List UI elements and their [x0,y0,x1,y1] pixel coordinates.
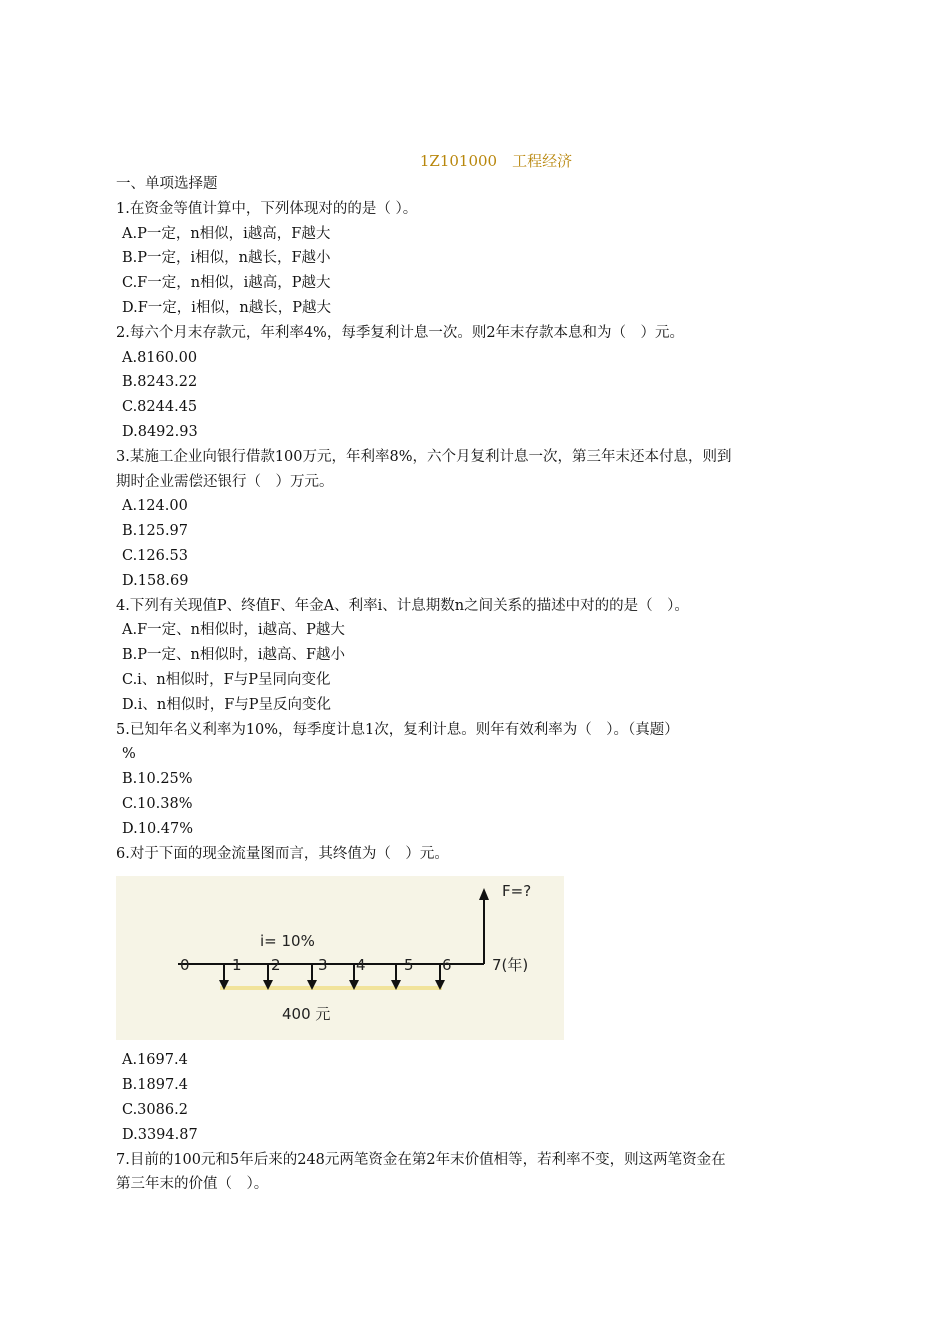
question-2-option-c: C.8244.45 [122,399,198,416]
question-4-option-b: B.P一定、n相似时，i越高、F越小 [122,647,346,664]
question-5-option-b: B.10.25% [122,771,193,788]
question-6-option-a: A.1697.4 [122,1052,188,1069]
question-1-option-d: D.F一定，i相似，n越长，P越大 [122,299,332,316]
future-value-arrow [479,888,489,964]
interest-rate-label: i= 10% [260,932,315,951]
question-4-stem: 4.下列有关现值P、终值F、年金A、利率i、计息期数n之间关系的描述中对的的是（ ）。 [116,597,689,614]
annuity-amount-label: 400 元 [282,1005,331,1024]
question-3-option-b: B.125.97 [122,523,189,540]
question-3-option-d: D.158.69 [122,572,189,589]
question-6-option-d: D.3394.87 [122,1126,198,1143]
question-4-option-c: C.i、n相似时，F与P呈同向变化 [122,671,331,688]
question-1-option-b: B.P一定，i相似，n越长，F越小 [122,250,331,267]
question-6-option-c: C.3086.2 [122,1101,188,1118]
question-5-option-d: D.10.47% [122,820,194,837]
question-7-stem-line-2: 第三年末的价值（ ）。 [116,1176,269,1193]
question-2-option-a: A.8160.00 [122,349,198,366]
period-label-5: 5 [404,956,414,975]
question-4-option-d: D.i、n相似时，F与P呈反向变化 [122,696,332,713]
cash-flow-svg [116,876,564,1040]
question-4-option-a: A.F一定、n相似时，i越高、P越大 [122,622,345,639]
future-value-label: F=? [502,882,532,901]
question-6-option-b: B.1897.4 [122,1077,189,1094]
question-6-stem: 6.对于下面的现金流量图而言，其终值为（ ）元。 [116,845,449,862]
question-7-stem-line-1: 7.目前的100元和5年后来的248元两笔资金在第2年末价值相等，若利率不变，则这两笔资金在 [116,1151,726,1168]
question-3-stem-line-1: 3.某施工企业向银行借款100万元，年利率8%，六个月复利计息一次，第三年末还本付息，则到 [116,448,732,465]
end-period-label: 7(年) [492,956,529,975]
period-label-2: 2 [271,956,281,975]
question-5-option-c: C.10.38% [122,795,193,812]
period-label-0: 0 [180,956,190,975]
question-3-stem-line-2: 期时企业需偿还银行（ ）万元。 [116,473,334,490]
question-1-option-a: A.P一定，n相似，i越高，F越大 [122,225,331,242]
question-2-option-d: D.8492.93 [122,423,198,440]
question-5-stem: 5.已知年名义利率为10%，每季度计息1次，复利计息。则年有效利率为（ ）。（真题） [116,721,679,738]
question-1-stem: 1.在资金等值计算中，下列体现对的的是（ ）。 [116,200,418,217]
question-3-option-a: A.124.00 [122,498,188,515]
question-2-stem: 2.每六个月末存款元，年利率4%，每季复利计息一次。则2年末存款本息和为（ ）元。 [116,324,685,341]
question-5-option-a: % [122,746,136,763]
question-1-option-c: C.F一定，n相似，i越高，P越大 [122,275,331,292]
question-2-option-b: B.8243.22 [122,374,198,391]
page-title: 1Z101000 工程经济 [419,152,573,170]
period-label-3: 3 [318,956,328,975]
cash-flow-diagram [116,876,564,1040]
document-page [116,150,836,1197]
period-label-1: 1 [232,956,242,975]
period-label-6: 6 [442,956,452,975]
period-label-4: 4 [356,956,366,975]
section-heading: 一、单项选择题 [116,176,218,192]
question-3-option-c: C.126.53 [122,547,188,564]
future-value-arrowhead [479,888,489,900]
